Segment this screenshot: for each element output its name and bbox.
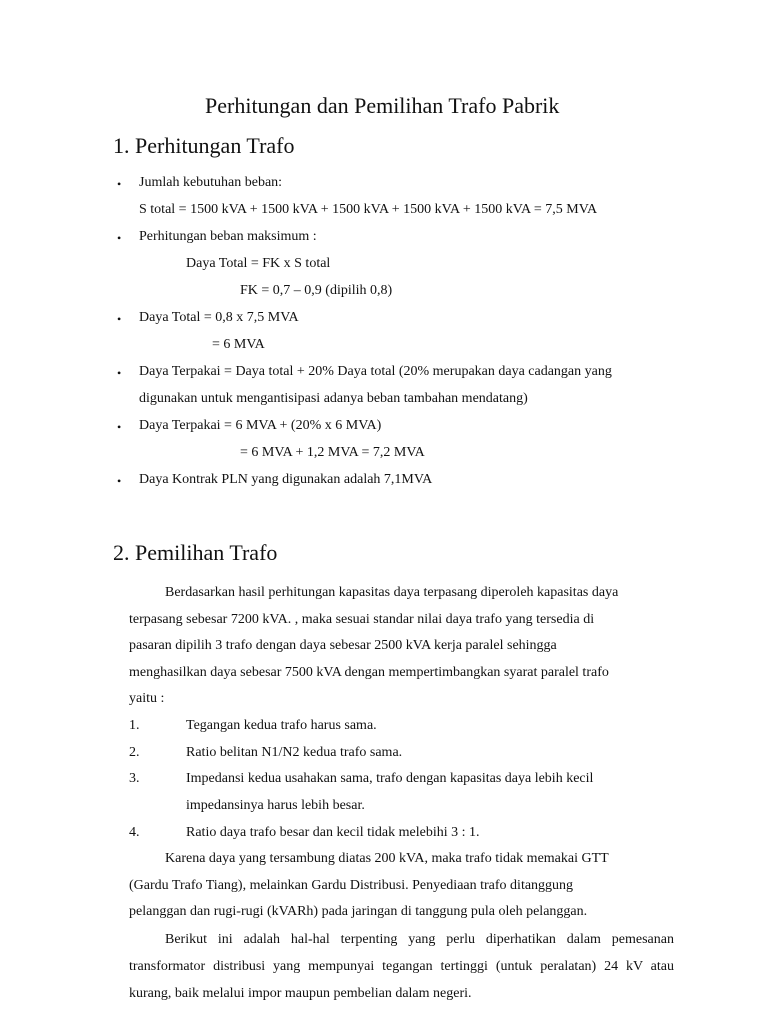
paragraph-2-line-1: Karena daya yang tersambung diatas 200 kVA, maka trafo tidak memakai GTT: [165, 851, 609, 866]
list-item-text: Tegangan kedua trafo harus sama.: [186, 718, 377, 733]
bullet-2-line-1: Perhitungan beban maksimum :: [139, 229, 317, 244]
list-item-text: Impedansi kedua usahakan sama, trafo dengan kapasitas daya lebih kecil: [186, 771, 594, 786]
bullet-5-line-2: = 6 MVA + 1,2 MVA = 7,2 MVA: [240, 445, 425, 460]
paragraph-2-line-3: pelanggan dan rugi-rugi (kVARh) pada jaringan di tanggung pula oleh pelanggan.: [129, 904, 588, 919]
section-2-heading: 2. Pemilihan Trafo: [113, 540, 278, 565]
bullet-marker: •: [117, 177, 122, 191]
paragraph-1-line-1: Berdasarkan hasil perhitungan kapasitas daya terpasang diperoleh kapasitas daya: [165, 585, 619, 600]
bullet-5-line-1: Daya Terpakai = 6 MVA + (20% x 6 MVA): [139, 418, 382, 433]
list-item-text: Ratio belitan N1/N2 kedua trafo sama.: [186, 745, 403, 760]
list-item-text-continued: impedansinya harus lebih besar.: [186, 798, 365, 813]
bullet-4-line-1: Daya Terpakai = Daya total + 20% Daya total (20% merupakan daya cadangan yang: [139, 364, 612, 379]
paragraph-2-line-2: (Gardu Trafo Tiang), melainkan Gardu Distribusi. Penyediaan trafo ditanggung: [129, 878, 574, 893]
bullet-2-line-2: Daya Total = FK x S total: [186, 256, 331, 271]
list-item-number: 4.: [129, 825, 140, 840]
bullet-1-line-2: S total = 1500 kVA + 1500 kVA + 1500 kVA + 1500 kVA + 1500 kVA = 7,5 MVA: [139, 202, 598, 217]
section-1-heading: 1. Perhitungan Trafo: [113, 133, 295, 158]
bullet-4-line-2: digunakan untuk mengantisipasi adanya beban tambahan mendatang): [139, 391, 528, 406]
paragraph-1-line-5: yaitu :: [129, 691, 165, 706]
bullet-marker: •: [117, 312, 122, 326]
paragraph-1-line-2: terpasang sebesar 7200 kVA. , maka sesuai standar nilai daya trafo yang tersedia di: [129, 612, 595, 627]
list-item-number: 1.: [129, 718, 140, 733]
bullet-marker: •: [117, 231, 122, 245]
bullet-3-line-2: = 6 MVA: [212, 337, 265, 352]
bullet-1-line-1: Jumlah kebutuhan beban:: [139, 175, 283, 190]
bullet-6-line-1: Daya Kontrak PLN yang digunakan adalah 7,1MVA: [139, 472, 433, 487]
bullet-marker: •: [117, 420, 122, 434]
paragraph-1-line-3: pasaran dipilih 3 trafo dengan daya sebesar 2500 kVA kerja paralel sehingga: [129, 638, 557, 653]
bullet-3-line-1: Daya Total = 0,8 x 7,5 MVA: [139, 310, 299, 325]
paragraph-1-line-4: menghasilkan daya sebesar 7500 kVA dengan mempertimbangkan syarat paralel trafo: [129, 665, 609, 680]
list-item-number: 3.: [129, 771, 140, 786]
bullet-2-line-3: FK = 0,7 – 0,9 (dipilih 0,8): [240, 283, 393, 298]
list-item-number: 2.: [129, 745, 140, 760]
bullet-marker: •: [117, 366, 122, 380]
list-item-text: Ratio daya trafo besar dan kecil tidak melebihi 3 : 1.: [186, 825, 480, 840]
document-title: Perhitungan dan Pemilihan Trafo Pabrik: [205, 93, 560, 118]
paragraph-3-text: Berikut ini adalah hal-hal terpenting yang perlu diperhatikan dalam pemesanan transformator distribusi yang mempunyai tegangan tertinggi (untuk peralatan) 24 kV atau kurang, baik melalui impor maupun pembelian dalam negeri.: [129, 932, 674, 1001]
bullet-marker: •: [117, 474, 122, 488]
paragraph-3: [129, 926, 674, 1007]
